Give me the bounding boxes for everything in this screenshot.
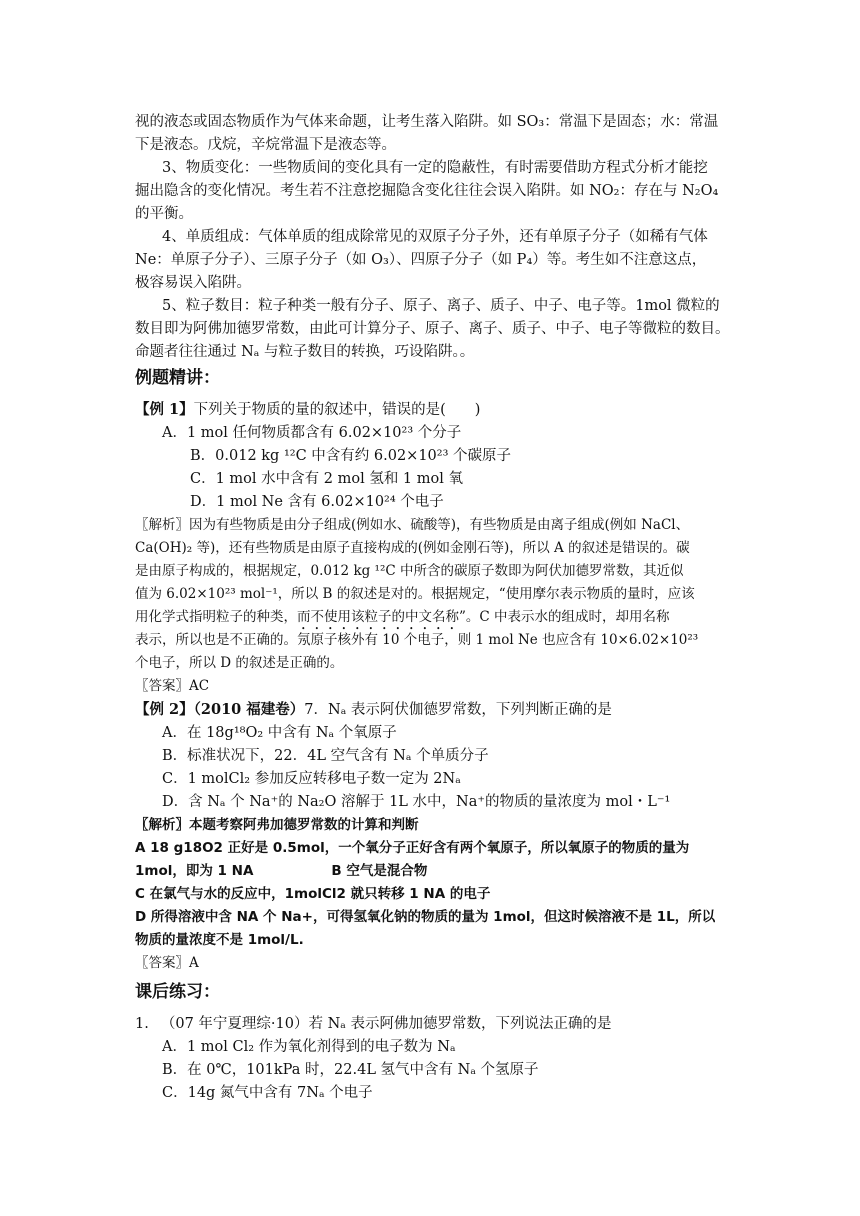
example-2-label: 【例 2】 bbox=[135, 701, 194, 718]
example-2-analysis-line: D 所得溶液中含 NA 个 Na+，可得氢氧化钠的物质的量为 1mol，但这时候溶液不是 1L，所以 bbox=[135, 909, 716, 925]
section-title-homework: 课后练习： bbox=[135, 982, 220, 1002]
example-1-option-d: D．1 mol Ne 含有 6.02×10²⁴ 个电子 bbox=[190, 494, 444, 510]
example-1-answer: 〖答案〗AC bbox=[135, 678, 210, 694]
paragraph-4-line: 4、单质组成：气体单质的组成除常见的双原子分子外，还有单原子分子（如稀有气体 bbox=[162, 229, 708, 245]
example-2-option-d: D．含 Nₐ 个 Na⁺的 Na₂O 溶解于 1L 水中，Na⁺的物质的量浓度为 mol・L⁻¹ bbox=[162, 794, 671, 810]
example-2-stem bbox=[135, 698, 612, 722]
paragraph-5-line: 命题者往往通过 Nₐ 与粒子数目的转换，巧设陷阱。。 bbox=[135, 344, 475, 360]
example-2-question: 7．Nₐ 表示阿伏伽德罗常数，下列判断正确的是 bbox=[304, 702, 612, 718]
homework-1-question: （07 年宁夏理综·10）若 Nₐ 表示阿佛加德罗常数，下列说法正确的是 bbox=[160, 1016, 612, 1032]
homework-1-stem bbox=[135, 1012, 611, 1036]
example-2-option-c: C．1 molCl₂ 参加反应转移电子数一定为 2Nₐ bbox=[162, 771, 461, 787]
example-1-option-c: C．1 mol 水中含有 2 mol 氢和 1 mol 氧 bbox=[190, 471, 463, 487]
intro-line: 下是液态。戊烷，辛烷常温下是液态等。 bbox=[135, 137, 396, 153]
homework-1-option-c: C．14g 氮气中含有 7Nₐ 个电子 bbox=[162, 1085, 373, 1101]
analysis-text: 用化学式指明粒子的种类， bbox=[135, 609, 297, 625]
example-1-analysis-line: Ca(OH)₂ 等)，还有些物质是由原子直接构成的(例如金刚石等)，所以 A 的叙述是错误的。碳 bbox=[135, 540, 690, 556]
example-1-analysis-line: 〖解析〗因为有些物质是由分子组成(例如水、硫酸等)，有些物质是由离子组成(例如 NaCl、 bbox=[135, 517, 690, 533]
example-1-analysis-line: 表示，所以也是不正确的。氖原子核外有 10 个电子，则 1 mol Ne 也应含有 10×6.02×10²³ bbox=[135, 632, 699, 648]
paragraph-3-line: 的平衡。 bbox=[135, 206, 193, 222]
example-2-option-b: B．标准状况下，22．4L 空气含有 Nₐ 个单质分子 bbox=[162, 748, 489, 764]
section-title-examples: 例题精讲： bbox=[135, 368, 220, 388]
example-1-option-a: A．1 mol 任何物质都含有 6.02×10²³ 个分子 bbox=[162, 425, 462, 441]
paragraph-5-line: 5、粒子数目：粒子种类一般有分子、原子、离子、质子、中子、电子等。1mol 微粒的 bbox=[162, 298, 720, 314]
example-1-analysis-line: 个电子，所以 D 的叙述是正确的。 bbox=[135, 655, 344, 671]
example-2-analysis-line: A 18 g18O2 正好是 0.5mol，一个氧分子正好含有两个氧原子，所以氧原子的物质的量为 bbox=[135, 840, 690, 856]
example-2-analysis-line: 〖解析〗本题考察阿弗加德罗常数的计算和判断 bbox=[135, 817, 419, 833]
example-1-option-b: B．0.012 kg ¹²C 中含有约 6.02×10²³ 个碳原子 bbox=[190, 448, 512, 464]
emphasized-text: 而不使用该粒子的中文名称 bbox=[297, 609, 459, 625]
homework-1-option-b: B．在 0℃，101kPa 时，22.4L 氢气中含有 Nₐ 个氢原子 bbox=[162, 1062, 539, 1078]
example-1-analysis-line: 值为 6.02×10²³ mol⁻¹，所以 B 的叙述是对的。根据规定，“使用摩尔表示物质的量时，应该 bbox=[135, 586, 695, 602]
example-2-analysis-line bbox=[135, 859, 427, 883]
analysis-text: B 空气是混合物 bbox=[331, 863, 428, 879]
analysis-text: ”。C 中表示水的组成时，却用名称 bbox=[459, 609, 670, 625]
example-2-analysis-line: 物质的量浓度不是 1mol/L. bbox=[135, 932, 304, 948]
example-1-analysis-line: 是由原子构成的，根据规定，0.012 kg ¹²C 中所含的碳原子数即为阿伏加德罗常数，其近似 bbox=[135, 563, 684, 579]
homework-1-number: 1. bbox=[135, 1016, 149, 1032]
paragraph-4-line: 极容易误入陷阱。 bbox=[135, 275, 251, 291]
paragraph-5-line: 数目即为阿佛加德罗常数，由此可计算分子、原子、离子、质子、中子、电子等微粒的数目。 bbox=[135, 321, 730, 337]
analysis-text: 1mol，即为 1 NA bbox=[135, 863, 254, 879]
intro-line: 视的液态或固态物质作为气体来命题，让考生落入陷阱。如 SO₃：常温下是固态；水：常温 bbox=[135, 114, 719, 130]
paragraph-4-line: Ne：单原子分子）、三原子分子（如 O₃）、四原子分子（如 P₄）等。考生如不注意这点， bbox=[135, 252, 707, 268]
example-2-option-a: A．在 18g¹⁸O₂ 中含有 Nₐ 个氧原子 bbox=[162, 725, 397, 741]
paragraph-3-line: 3、物质变化：一些物质间的变化具有一定的隐蔽性，有时需要借助方程式分析才能挖 bbox=[162, 160, 708, 176]
homework-1-option-a: A．1 mol Cl₂ 作为氧化剂得到的电子数为 Nₐ bbox=[162, 1039, 456, 1055]
example-2-source: （2010 福建卷） bbox=[193, 701, 305, 718]
example-1-stem bbox=[135, 398, 480, 422]
example-1-question: 下列关于物质的量的叙述中，错误的是( ) bbox=[193, 402, 481, 418]
paragraph-3-line: 掘出隐含的变化情况。考生若不注意挖掘隐含变化往往会误入陷阱。如 NO₂：存在与 N₂O₄ bbox=[135, 183, 719, 199]
example-1-label: 【例 1】 bbox=[135, 401, 194, 418]
example-2-analysis-line: C 在氯气与水的反应中，1molCl2 就只转移 1 NA 的电子 bbox=[135, 886, 491, 902]
example-2-answer: 〖答案〗A bbox=[135, 955, 199, 971]
